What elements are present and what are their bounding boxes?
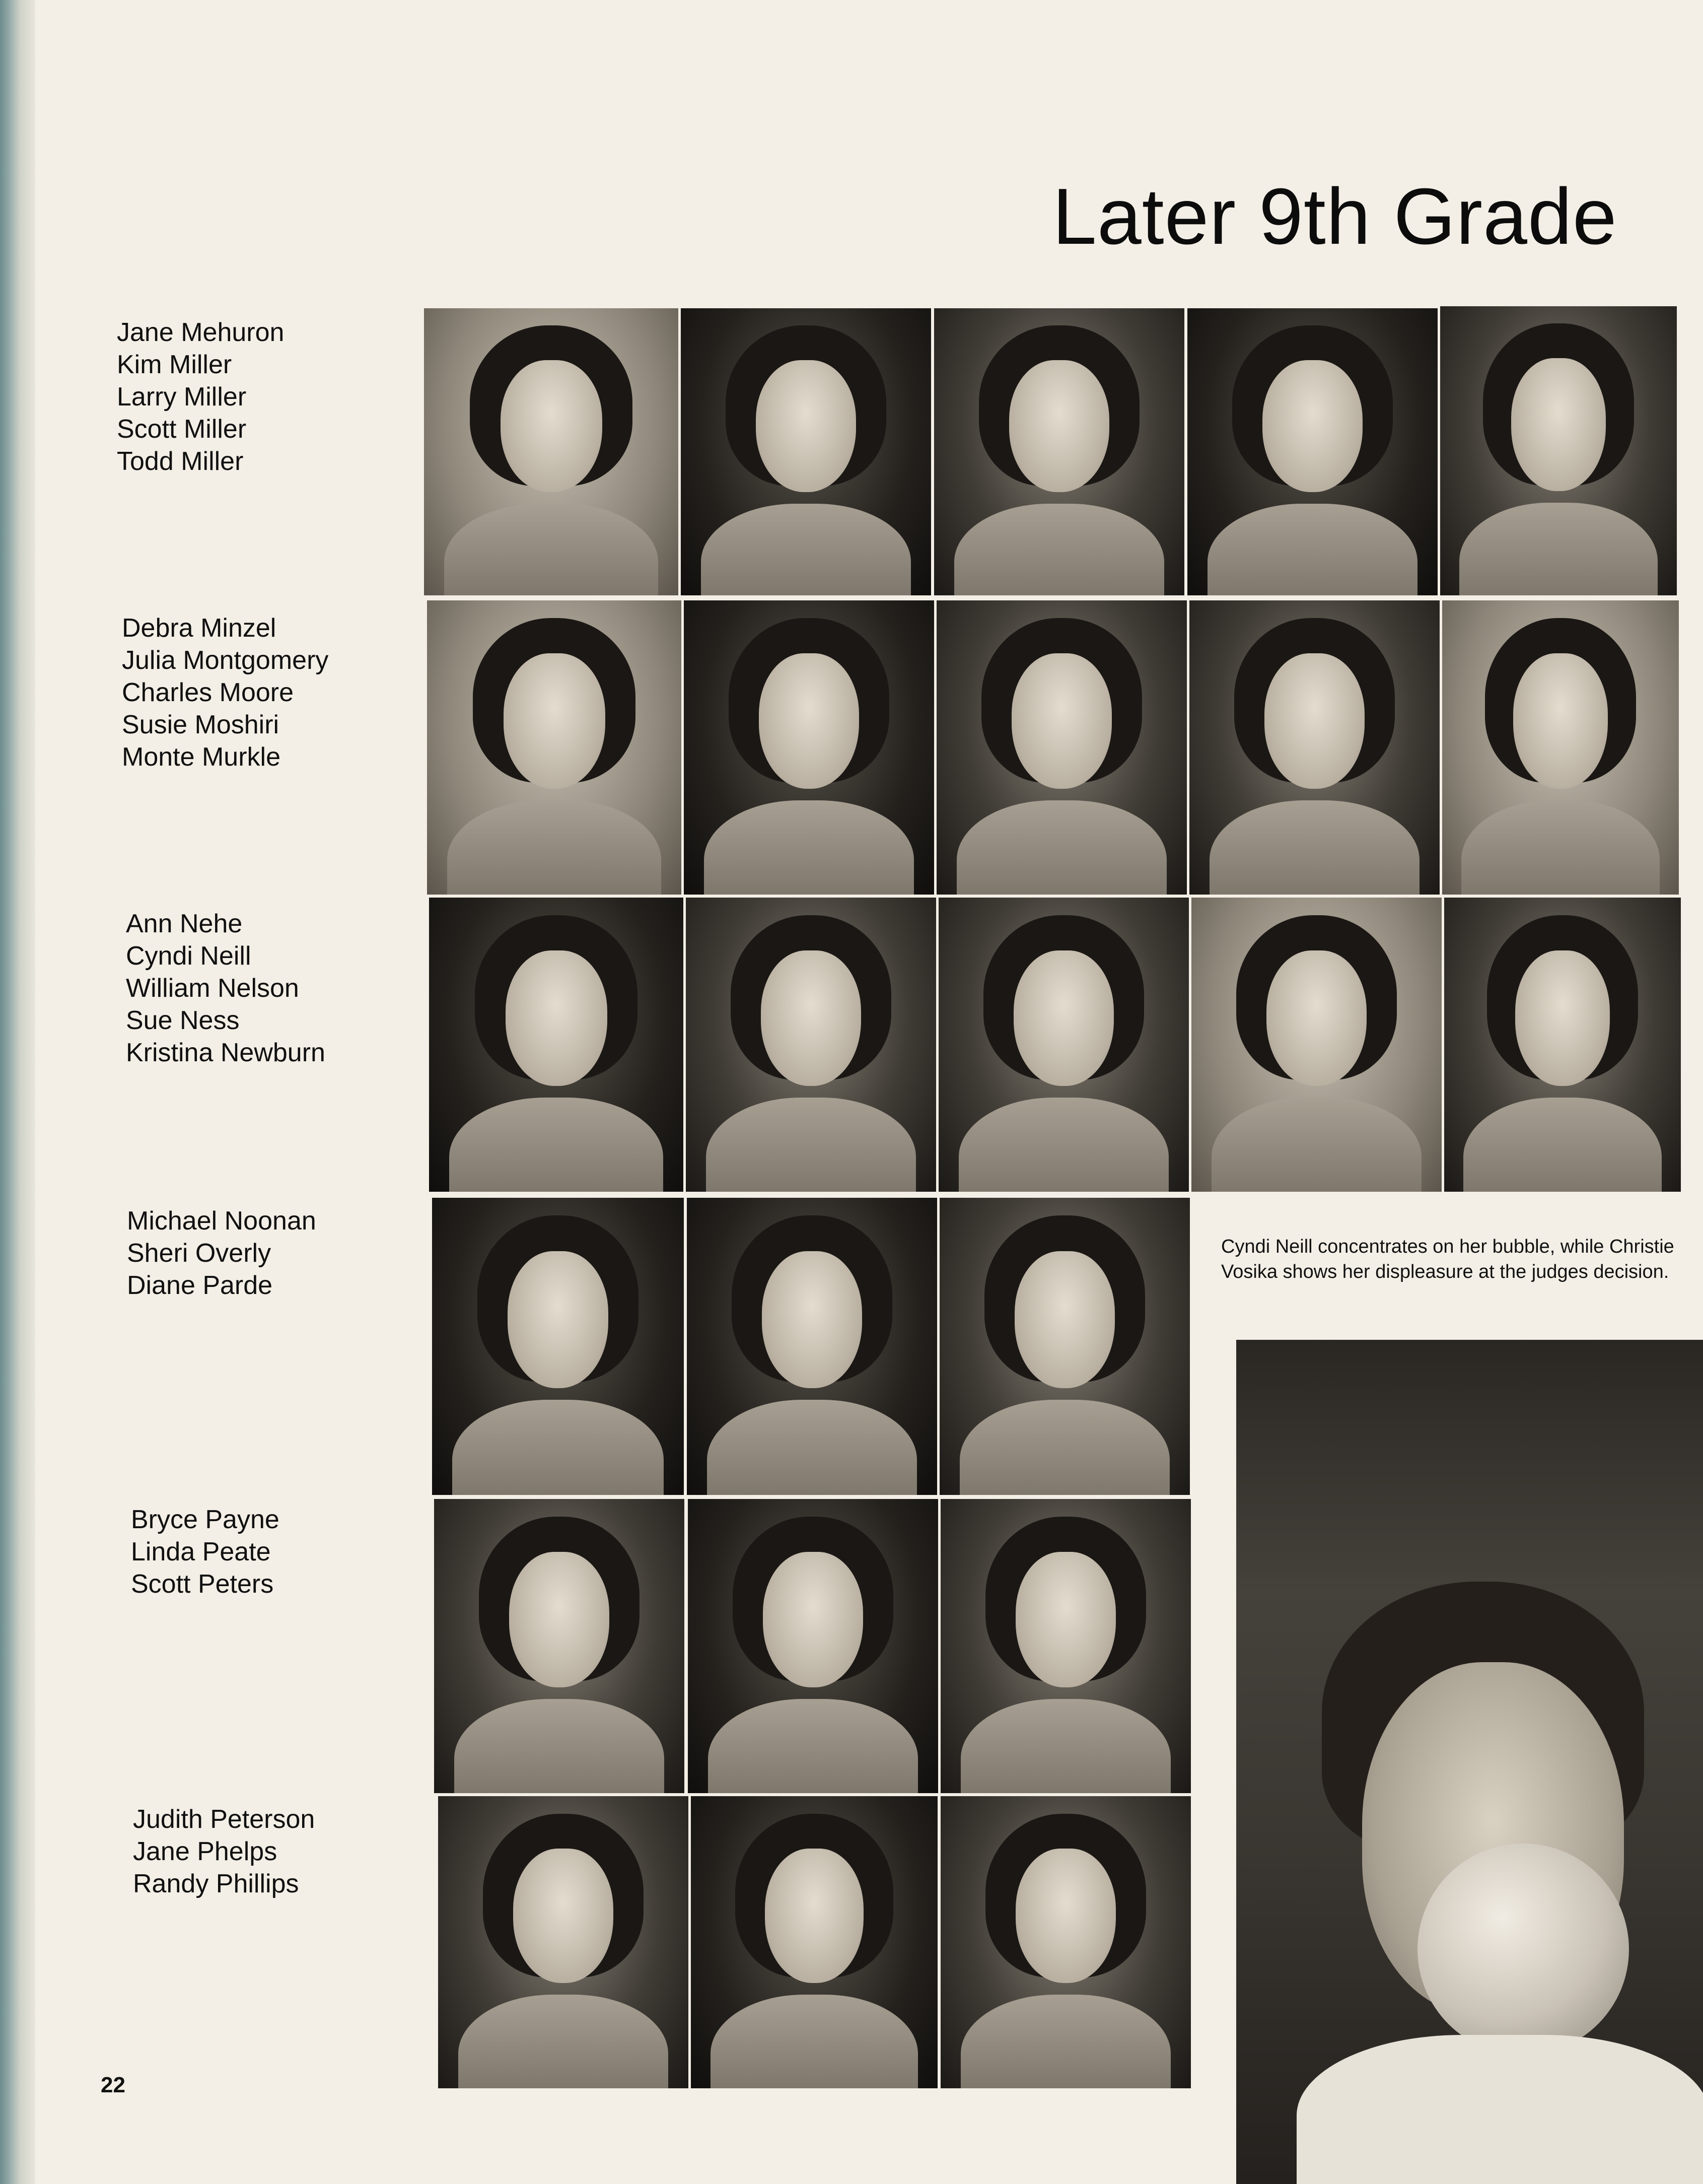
page-title: Later 9th Grade [1052, 172, 1617, 261]
student-portrait [684, 600, 934, 895]
student-portrait [438, 1796, 688, 2088]
student-portrait [941, 1796, 1191, 2088]
student-portrait [1189, 600, 1440, 895]
student-portrait [681, 308, 931, 595]
name-list-row-1 [117, 316, 284, 477]
student-portrait [687, 1198, 937, 1495]
student-name: Randy Phillips [133, 1869, 299, 1898]
candid-bubble-gum-photo [1236, 1340, 1703, 2184]
student-portrait [1442, 600, 1679, 895]
student-name: Bryce Payne [131, 1505, 279, 1534]
student-portrait [1191, 898, 1442, 1192]
name-list-row-3 [126, 908, 325, 1069]
name-list-row-6 [133, 1803, 315, 1900]
student-name: Monte Murkle [122, 742, 280, 772]
student-portrait [941, 1499, 1191, 1793]
name-list-row-4 [127, 1205, 316, 1302]
student-name: Julia Montgomery [122, 646, 329, 675]
student-portrait [939, 898, 1189, 1192]
student-name: Susie Moshiri [122, 710, 279, 739]
student-name: Todd Miller [117, 447, 244, 476]
student-portrait [691, 1796, 938, 2088]
student-name: William Nelson [126, 974, 299, 1003]
student-name: Sheri Overly [127, 1239, 271, 1268]
student-name: Debra Minzel [122, 613, 276, 643]
student-portrait [686, 898, 936, 1192]
student-portrait [940, 1198, 1190, 1495]
page-binding-edge [0, 0, 35, 2184]
student-portrait [427, 600, 681, 895]
name-list-row-2 [122, 612, 328, 773]
student-portrait [424, 308, 678, 595]
student-name: Cyndi Neill [126, 941, 251, 971]
student-portrait [1440, 306, 1677, 595]
student-name: Larry Miller [117, 382, 247, 412]
student-name: Kim Miller [117, 350, 232, 379]
student-name: Scott Peters [131, 1569, 274, 1599]
student-name: Kristina Newburn [126, 1038, 325, 1067]
student-name: Judith Peterson [133, 1805, 315, 1834]
student-name: Linda Peate [131, 1537, 271, 1566]
student-portrait [937, 600, 1187, 895]
student-name: Jane Mehuron [117, 318, 285, 347]
page-number: 22 [101, 2073, 125, 2097]
student-name: Ann Nehe [126, 909, 243, 938]
student-name: Jane Phelps [133, 1837, 277, 1866]
student-portrait [429, 898, 683, 1192]
student-portrait [432, 1198, 684, 1495]
student-name: Sue Ness [126, 1006, 240, 1035]
student-name: Diane Parde [127, 1271, 273, 1300]
student-name: Michael Noonan [127, 1206, 316, 1236]
candid-photo-caption: Cyndi Neill concentrates on her bubble, while Christie Vosika shows her displeasure at the judges decision. [1221, 1236, 1674, 1282]
student-portrait [1444, 898, 1681, 1192]
student-name: Charles Moore [122, 678, 294, 707]
student-portrait [934, 308, 1184, 595]
student-portrait [434, 1499, 684, 1793]
student-name: Scott Miller [117, 415, 247, 444]
name-list-row-5 [131, 1504, 279, 1600]
student-portrait [688, 1499, 938, 1793]
student-portrait [1187, 308, 1438, 595]
